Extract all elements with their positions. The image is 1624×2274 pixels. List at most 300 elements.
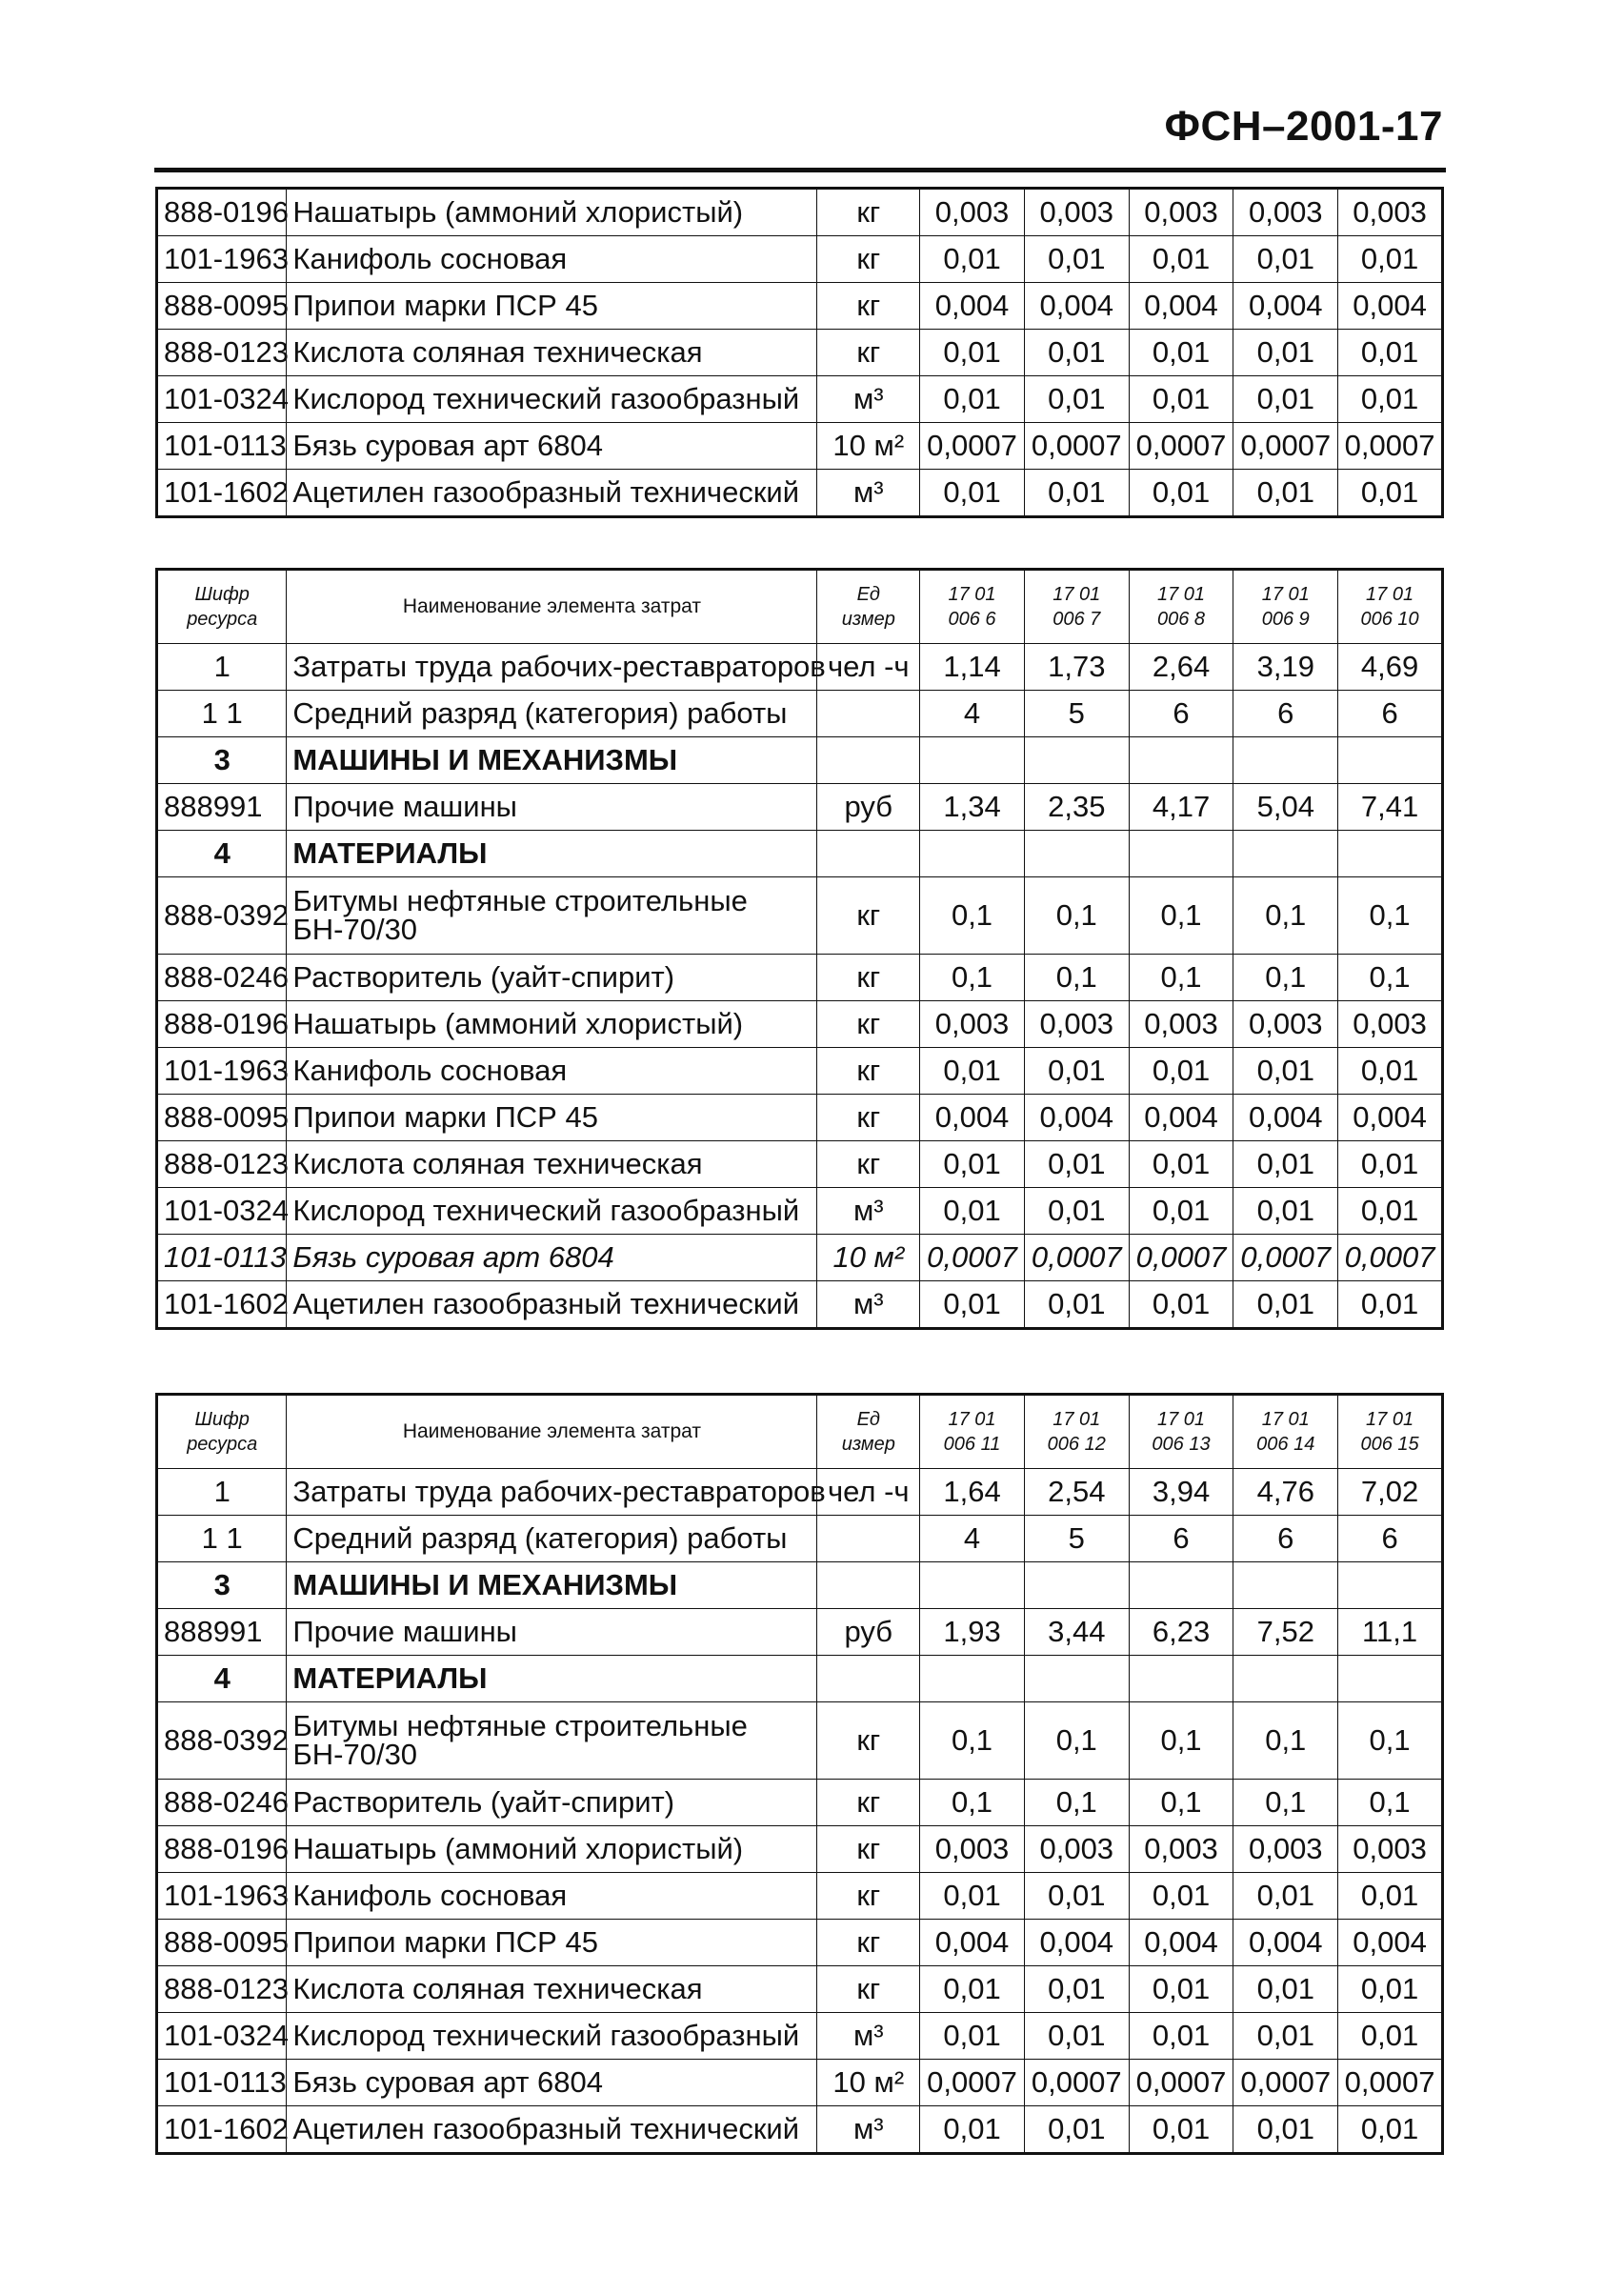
resource-code-cell: 888-0095 (157, 283, 287, 330)
value-cell: 7,52 (1233, 1609, 1338, 1656)
value-cell: 0,1 (1024, 1780, 1129, 1826)
value-cell: 0,003 (1129, 1001, 1233, 1048)
value-cell: 0,01 (1233, 1188, 1338, 1235)
table-header-row (157, 570, 1443, 644)
unit-cell: м³ (817, 2013, 920, 2060)
value-cell: 0,01 (1338, 376, 1443, 423)
resource-name-cell: Ацетилен газообразный технический (287, 470, 817, 517)
resource-code-cell: 101-0324 (157, 1188, 287, 1235)
value-cell: 7,41 (1338, 784, 1443, 831)
column-code-line: 17 01 (1156, 1409, 1206, 1430)
value-cell: 0,01 (920, 330, 1025, 376)
value-cell: 0,003 (1233, 189, 1338, 236)
value-cell: 1,14 (920, 644, 1025, 691)
resource-code-cell: 888-0392 (157, 1702, 287, 1780)
value-cell: 0,01 (1129, 1188, 1233, 1235)
unit-cell: кг (817, 1826, 920, 1873)
value-cell: 0,01 (1024, 1281, 1129, 1329)
header-column-cell (1338, 1395, 1443, 1469)
resource-code-cell: 1 (157, 1469, 287, 1516)
value-cell: 0,01 (1233, 1281, 1338, 1329)
unit-cell (817, 1516, 920, 1562)
value-cell: 1,34 (920, 784, 1025, 831)
resource-code-cell: 888-0196 (157, 1826, 287, 1873)
value-cell: 0,0007 (1338, 1235, 1443, 1281)
header-column-cell (1024, 570, 1129, 644)
value-cell: 2,64 (1129, 644, 1233, 691)
column-code-line: 17 01 (1366, 584, 1414, 605)
value-cell: 0,1 (1024, 955, 1129, 1001)
value-cell: 0,0007 (1338, 423, 1443, 470)
value-cell: 0,0007 (1024, 1235, 1129, 1281)
header-unit-line: Ед (856, 1409, 880, 1430)
resource-code-cell: 888-0123 (157, 1141, 287, 1188)
resource-code-cell: 888-0392 (157, 877, 287, 955)
value-cell: 0,1 (1338, 955, 1443, 1001)
value-cell: 0,01 (1129, 236, 1233, 283)
section-row (157, 1562, 1443, 1609)
resource-name-cell: Кислота соляная техническая (287, 1966, 817, 2013)
unit-cell: кг (817, 236, 920, 283)
value-cell: 0,01 (920, 1188, 1025, 1235)
table-row (157, 1048, 1443, 1095)
column-code-line: 17 01 (1261, 1409, 1310, 1430)
empty-cell (1338, 1562, 1443, 1609)
column-code-line: 17 01 (1053, 584, 1101, 605)
resource-code-cell: 101-0113 (157, 423, 287, 470)
value-cell: 0,01 (1129, 1873, 1233, 1920)
value-cell: 0,01 (1129, 1048, 1233, 1095)
column-code-line: 006 10 (1360, 609, 1419, 630)
empty-cell (1338, 737, 1443, 784)
unit-cell: 10 м² (817, 2060, 920, 2106)
resource-name-cell: Припои марки ПСР 45 (287, 1095, 817, 1141)
value-cell: 0,004 (920, 1095, 1025, 1141)
resource-table-006-6-10 (155, 568, 1444, 1330)
resource-table-continued (155, 187, 1444, 518)
column-code-line: 17 01 (948, 1409, 996, 1430)
resource-code-cell: 101-1963 (157, 1048, 287, 1095)
value-cell: 0,01 (1233, 2013, 1338, 2060)
header-column-cell (1233, 1395, 1338, 1469)
value-cell: 11,1 (1338, 1609, 1443, 1656)
column-code-line: 006 15 (1360, 1434, 1419, 1455)
resource-name-cell: Бязь суровая арт 6804 (287, 1235, 817, 1281)
table-row (157, 691, 1443, 737)
table-row (157, 2106, 1443, 2154)
value-cell: 0,1 (1129, 877, 1233, 955)
table-row (157, 877, 1443, 955)
value-cell: 0,01 (1129, 2013, 1233, 2060)
value-cell: 0,01 (1233, 1141, 1338, 1188)
value-cell: 0,003 (1129, 1826, 1233, 1873)
table-row (157, 1281, 1443, 1329)
value-cell: 0,003 (920, 189, 1025, 236)
value-cell: 0,01 (920, 1048, 1025, 1095)
value-cell: 6 (1129, 1516, 1233, 1562)
value-cell: 0,01 (1129, 1966, 1233, 2013)
value-cell: 0,0007 (920, 423, 1025, 470)
value-cell: 0,0007 (1129, 1235, 1233, 1281)
value-cell: 0,1 (1338, 1702, 1443, 1780)
resource-name-cell: Бязь суровая арт 6804 (287, 423, 817, 470)
empty-cell (920, 737, 1025, 784)
value-cell: 0,1 (1129, 1780, 1233, 1826)
resource-name-cell: Прочие машины (287, 1609, 817, 1656)
empty-cell (1233, 1562, 1338, 1609)
table-row (157, 1235, 1443, 1281)
empty-cell (1338, 1656, 1443, 1702)
table-body (157, 570, 1443, 1329)
resource-code-cell: 101-1602 (157, 1281, 287, 1329)
section-name-cell: МАТЕРИАЛЫ (287, 831, 817, 877)
value-cell: 0,1 (1024, 877, 1129, 955)
page-header (0, 0, 1624, 171)
value-cell: 0,01 (1129, 1141, 1233, 1188)
column-code-line: 006 8 (1156, 609, 1206, 630)
value-cell: 0,0007 (1338, 2060, 1443, 2106)
header-column-cell (1024, 1395, 1129, 1469)
resource-code-cell: 888-0095 (157, 1095, 287, 1141)
value-cell: 0,01 (1129, 330, 1233, 376)
empty-cell (817, 831, 920, 877)
value-cell: 0,004 (1233, 1920, 1338, 1966)
value-cell: 0,01 (1338, 470, 1443, 517)
value-cell: 0,004 (1129, 1920, 1233, 1966)
value-cell: 5 (1024, 1516, 1129, 1562)
header-unit-line: измер (841, 1434, 895, 1455)
value-cell: 0,01 (1024, 2013, 1129, 2060)
table-row (157, 1469, 1443, 1516)
resource-code-cell: 101-0113 (157, 1235, 287, 1281)
value-cell: 0,01 (920, 1966, 1025, 2013)
value-cell: 0,1 (920, 1780, 1025, 1826)
value-cell: 0,01 (1233, 470, 1338, 517)
header-column-cell (1233, 570, 1338, 644)
value-cell: 0,01 (1233, 1873, 1338, 1920)
unit-cell: 10 м² (817, 423, 920, 470)
resource-name-cell: Нашатырь (аммоний хлористый) (287, 189, 817, 236)
value-cell: 0,01 (1024, 1873, 1129, 1920)
value-cell: 0,003 (920, 1001, 1025, 1048)
resource-code-cell: 101-1963 (157, 236, 287, 283)
unit-cell: 10 м² (817, 1235, 920, 1281)
unit-cell: кг (817, 1966, 920, 2013)
empty-cell (920, 1562, 1025, 1609)
section-code-cell: 3 (157, 737, 287, 784)
section-code-cell: 4 (157, 1656, 287, 1702)
value-cell: 6 (1338, 1516, 1443, 1562)
unit-cell: кг (817, 330, 920, 376)
header-unit-line: измер (841, 609, 895, 630)
table-row (157, 1702, 1443, 1780)
unit-cell: кг (817, 1873, 920, 1920)
header-column-cell (920, 570, 1025, 644)
resource-name-cell: Кислород технический газообразный (287, 376, 817, 423)
unit-cell: м³ (817, 1188, 920, 1235)
resource-name-cell: Канифоль сосновая (287, 1048, 817, 1095)
value-cell: 6 (1129, 691, 1233, 737)
value-cell: 0,01 (1024, 376, 1129, 423)
column-code-line: 006 13 (1152, 1434, 1211, 1455)
value-cell: 0,01 (1233, 236, 1338, 283)
value-cell: 0,1 (920, 877, 1025, 955)
unit-cell: чел -ч (817, 1469, 920, 1516)
resource-name-cell: Кислород технический газообразный (287, 2013, 817, 2060)
resource-code-cell: 1 1 (157, 691, 287, 737)
table-row (157, 1920, 1443, 1966)
table-row (157, 1826, 1443, 1873)
table-row (157, 1609, 1443, 1656)
unit-cell: м³ (817, 376, 920, 423)
value-cell: 0,003 (1233, 1826, 1338, 1873)
value-cell: 0,1 (1338, 877, 1443, 955)
unit-cell: м³ (817, 1281, 920, 1329)
value-cell: 0,01 (1338, 1873, 1443, 1920)
section-row (157, 1656, 1443, 1702)
value-cell: 0,004 (920, 1920, 1025, 1966)
table-body (157, 189, 1443, 517)
table-row (157, 376, 1443, 423)
table-row (157, 1141, 1443, 1188)
empty-cell (1129, 1656, 1233, 1702)
value-cell: 0,003 (1024, 1001, 1129, 1048)
value-cell: 0,01 (1338, 2106, 1443, 2154)
value-cell: 0,1 (1233, 955, 1338, 1001)
empty-cell (1024, 1562, 1129, 1609)
value-cell: 0,01 (920, 2106, 1025, 2154)
value-cell: 4,76 (1233, 1469, 1338, 1516)
value-cell: 0,01 (1338, 330, 1443, 376)
resource-name-cell: Припои марки ПСР 45 (287, 283, 817, 330)
value-cell: 0,01 (1024, 330, 1129, 376)
value-cell: 0,004 (1338, 1095, 1443, 1141)
unit-cell: кг (817, 1048, 920, 1095)
unit-cell: чел -ч (817, 644, 920, 691)
table-row (157, 1001, 1443, 1048)
value-cell: 0,01 (920, 2013, 1025, 2060)
table-row (157, 1095, 1443, 1141)
value-cell: 0,1 (1233, 1702, 1338, 1780)
resource-code-cell: 101-0113 (157, 2060, 287, 2106)
unit-cell: кг (817, 1095, 920, 1141)
value-cell: 0,004 (1024, 283, 1129, 330)
empty-cell (817, 1656, 920, 1702)
empty-cell (920, 831, 1025, 877)
section-code-cell: 3 (157, 1562, 287, 1609)
value-cell: 0,003 (920, 1826, 1025, 1873)
resource-name-cell: Нашатырь (аммоний хлористый) (287, 1826, 817, 1873)
value-cell: 0,01 (1024, 470, 1129, 517)
value-cell: 0,003 (1233, 1001, 1338, 1048)
value-cell: 4,69 (1338, 644, 1443, 691)
resource-name-cell: Средний разряд (категория) работы (287, 1516, 817, 1562)
value-cell: 1,93 (920, 1609, 1025, 1656)
header-name-cell: Наименование элемента затрат (287, 1395, 817, 1469)
resource-name-cell: Битумы нефтяные строительные БН-70/30 (287, 1702, 817, 1780)
value-cell: 0,003 (1024, 189, 1129, 236)
resource-name-cell: Нашатырь (аммоний хлористый) (287, 1001, 817, 1048)
unit-cell: кг (817, 1702, 920, 1780)
table-row (157, 1873, 1443, 1920)
value-cell: 6 (1233, 1516, 1338, 1562)
header-unit-line: Ед (856, 584, 880, 605)
value-cell: 0,004 (1338, 1920, 1443, 1966)
value-cell: 0,1 (1233, 1780, 1338, 1826)
empty-cell (1129, 737, 1233, 784)
value-cell: 0,1 (1024, 1702, 1129, 1780)
resource-code-cell: 888991 (157, 1609, 287, 1656)
resource-code-cell: 1 1 (157, 1516, 287, 1562)
header-code-line: ресурса (187, 1434, 258, 1455)
value-cell: 0,0007 (1129, 423, 1233, 470)
value-cell: 0,01 (1233, 2106, 1338, 2154)
empty-cell (1129, 831, 1233, 877)
value-cell: 0,01 (1024, 1141, 1129, 1188)
value-cell: 0,003 (1338, 189, 1443, 236)
resource-name-cell: Ацетилен газообразный технический (287, 1281, 817, 1329)
value-cell: 0,01 (1129, 2106, 1233, 2154)
value-cell: 2,54 (1024, 1469, 1129, 1516)
value-cell: 0,003 (1338, 1001, 1443, 1048)
section-name-cell: МАШИНЫ И МЕХАНИЗМЫ (287, 737, 817, 784)
resource-name-cell: Кислота соляная техническая (287, 1141, 817, 1188)
unit-cell: м³ (817, 470, 920, 517)
value-cell: 0,01 (1233, 376, 1338, 423)
document-code: ФСН–2001-17 (1164, 103, 1443, 150)
empty-cell (1233, 737, 1338, 784)
column-code-line: 17 01 (1366, 1409, 1414, 1430)
resource-name-cell: Припои марки ПСР 45 (287, 1920, 817, 1966)
value-cell: 0,01 (920, 236, 1025, 283)
column-code-line: 006 11 (943, 1434, 1001, 1455)
resource-name-cell: Средний разряд (категория) работы (287, 691, 817, 737)
value-cell: 0,01 (920, 1281, 1025, 1329)
resource-code-cell: 888991 (157, 784, 287, 831)
value-cell: 0,01 (1024, 2106, 1129, 2154)
unit-cell: кг (817, 1920, 920, 1966)
value-cell: 3,44 (1024, 1609, 1129, 1656)
value-cell: 0,003 (1129, 189, 1233, 236)
table-row (157, 1780, 1443, 1826)
header-column-cell (1129, 570, 1233, 644)
value-cell: 0,0007 (920, 1235, 1025, 1281)
column-code-line: 17 01 (948, 584, 996, 605)
resource-code-cell: 1 (157, 644, 287, 691)
value-cell: 0,0007 (1233, 423, 1338, 470)
empty-cell (1233, 831, 1338, 877)
header-column-cell (1129, 1395, 1233, 1469)
section-row (157, 831, 1443, 877)
empty-cell (1024, 737, 1129, 784)
value-cell: 0,01 (920, 1873, 1025, 1920)
column-code-line: 006 6 (948, 609, 996, 630)
value-cell: 0,004 (1129, 283, 1233, 330)
resource-code-cell: 888-0196 (157, 1001, 287, 1048)
value-cell: 0,01 (920, 1141, 1025, 1188)
table-row (157, 2060, 1443, 2106)
header-rule (154, 168, 1446, 172)
section-name-cell: МАТЕРИАЛЫ (287, 1656, 817, 1702)
value-cell: 0,004 (1338, 283, 1443, 330)
section-row (157, 737, 1443, 784)
header-unit-cell (817, 570, 920, 644)
value-cell: 1,64 (920, 1469, 1025, 1516)
value-cell: 6 (1338, 691, 1443, 737)
value-cell: 0,0007 (1024, 423, 1129, 470)
column-code-line: 006 9 (1261, 609, 1310, 630)
value-cell: 0,01 (1024, 1188, 1129, 1235)
resource-name-cell: Затраты труда рабочих-реставраторов (287, 1469, 817, 1516)
unit-cell: руб (817, 1609, 920, 1656)
table-row (157, 423, 1443, 470)
value-cell: 6 (1233, 691, 1338, 737)
resource-code-cell: 101-1963 (157, 1873, 287, 1920)
resource-name-cell: Бязь суровая арт 6804 (287, 2060, 817, 2106)
unit-cell: кг (817, 283, 920, 330)
value-cell: 4 (920, 691, 1025, 737)
empty-cell (1338, 831, 1443, 877)
value-cell: 0,01 (1233, 1048, 1338, 1095)
value-cell: 4,17 (1129, 784, 1233, 831)
resource-name-cell: Растворитель (уайт-спирит) (287, 1780, 817, 1826)
table-row (157, 1966, 1443, 2013)
table-row (157, 644, 1443, 691)
unit-cell: кг (817, 1780, 920, 1826)
resource-code-cell: 888-0095 (157, 1920, 287, 1966)
value-cell: 4 (920, 1516, 1025, 1562)
resource-name-cell: Ацетилен газообразный технический (287, 2106, 817, 2154)
value-cell: 0,0007 (1233, 2060, 1338, 2106)
value-cell: 5 (1024, 691, 1129, 737)
resource-name-cell: Кислота соляная техническая (287, 330, 817, 376)
value-cell: 5,04 (1233, 784, 1338, 831)
value-cell: 0,01 (1338, 1281, 1443, 1329)
value-cell: 7,02 (1338, 1469, 1443, 1516)
value-cell: 3,19 (1233, 644, 1338, 691)
value-cell: 0,0007 (920, 2060, 1025, 2106)
value-cell: 0,004 (920, 283, 1025, 330)
header-code-line: Шифр (194, 1409, 250, 1430)
value-cell: 0,0007 (1129, 2060, 1233, 2106)
value-cell: 0,01 (1024, 1048, 1129, 1095)
value-cell: 0,0007 (1024, 2060, 1129, 2106)
value-cell: 0,003 (1024, 1826, 1129, 1873)
table-row (157, 2013, 1443, 2060)
resource-name-cell: Прочие машины (287, 784, 817, 831)
value-cell: 0,01 (1129, 376, 1233, 423)
header-code-cell (157, 1395, 287, 1469)
value-cell: 0,01 (1129, 1281, 1233, 1329)
value-cell: 0,004 (1024, 1095, 1129, 1141)
value-cell: 0,01 (1338, 236, 1443, 283)
value-cell: 0,003 (1338, 1826, 1443, 1873)
header-column-cell (920, 1395, 1025, 1469)
value-cell: 0,01 (1338, 1141, 1443, 1188)
unit-cell (817, 691, 920, 737)
resource-code-cell: 888-0123 (157, 1966, 287, 2013)
value-cell: 0,1 (1129, 955, 1233, 1001)
value-cell: 0,1 (1338, 1780, 1443, 1826)
table-row (157, 330, 1443, 376)
resource-name-cell: Битумы нефтяные строительные БН-70/30 (287, 877, 817, 955)
empty-cell (1024, 831, 1129, 877)
table-row (157, 955, 1443, 1001)
value-cell: 0,01 (1024, 1966, 1129, 2013)
unit-cell: кг (817, 877, 920, 955)
resource-name-cell: Канифоль сосновая (287, 1873, 817, 1920)
table-row (157, 283, 1443, 330)
